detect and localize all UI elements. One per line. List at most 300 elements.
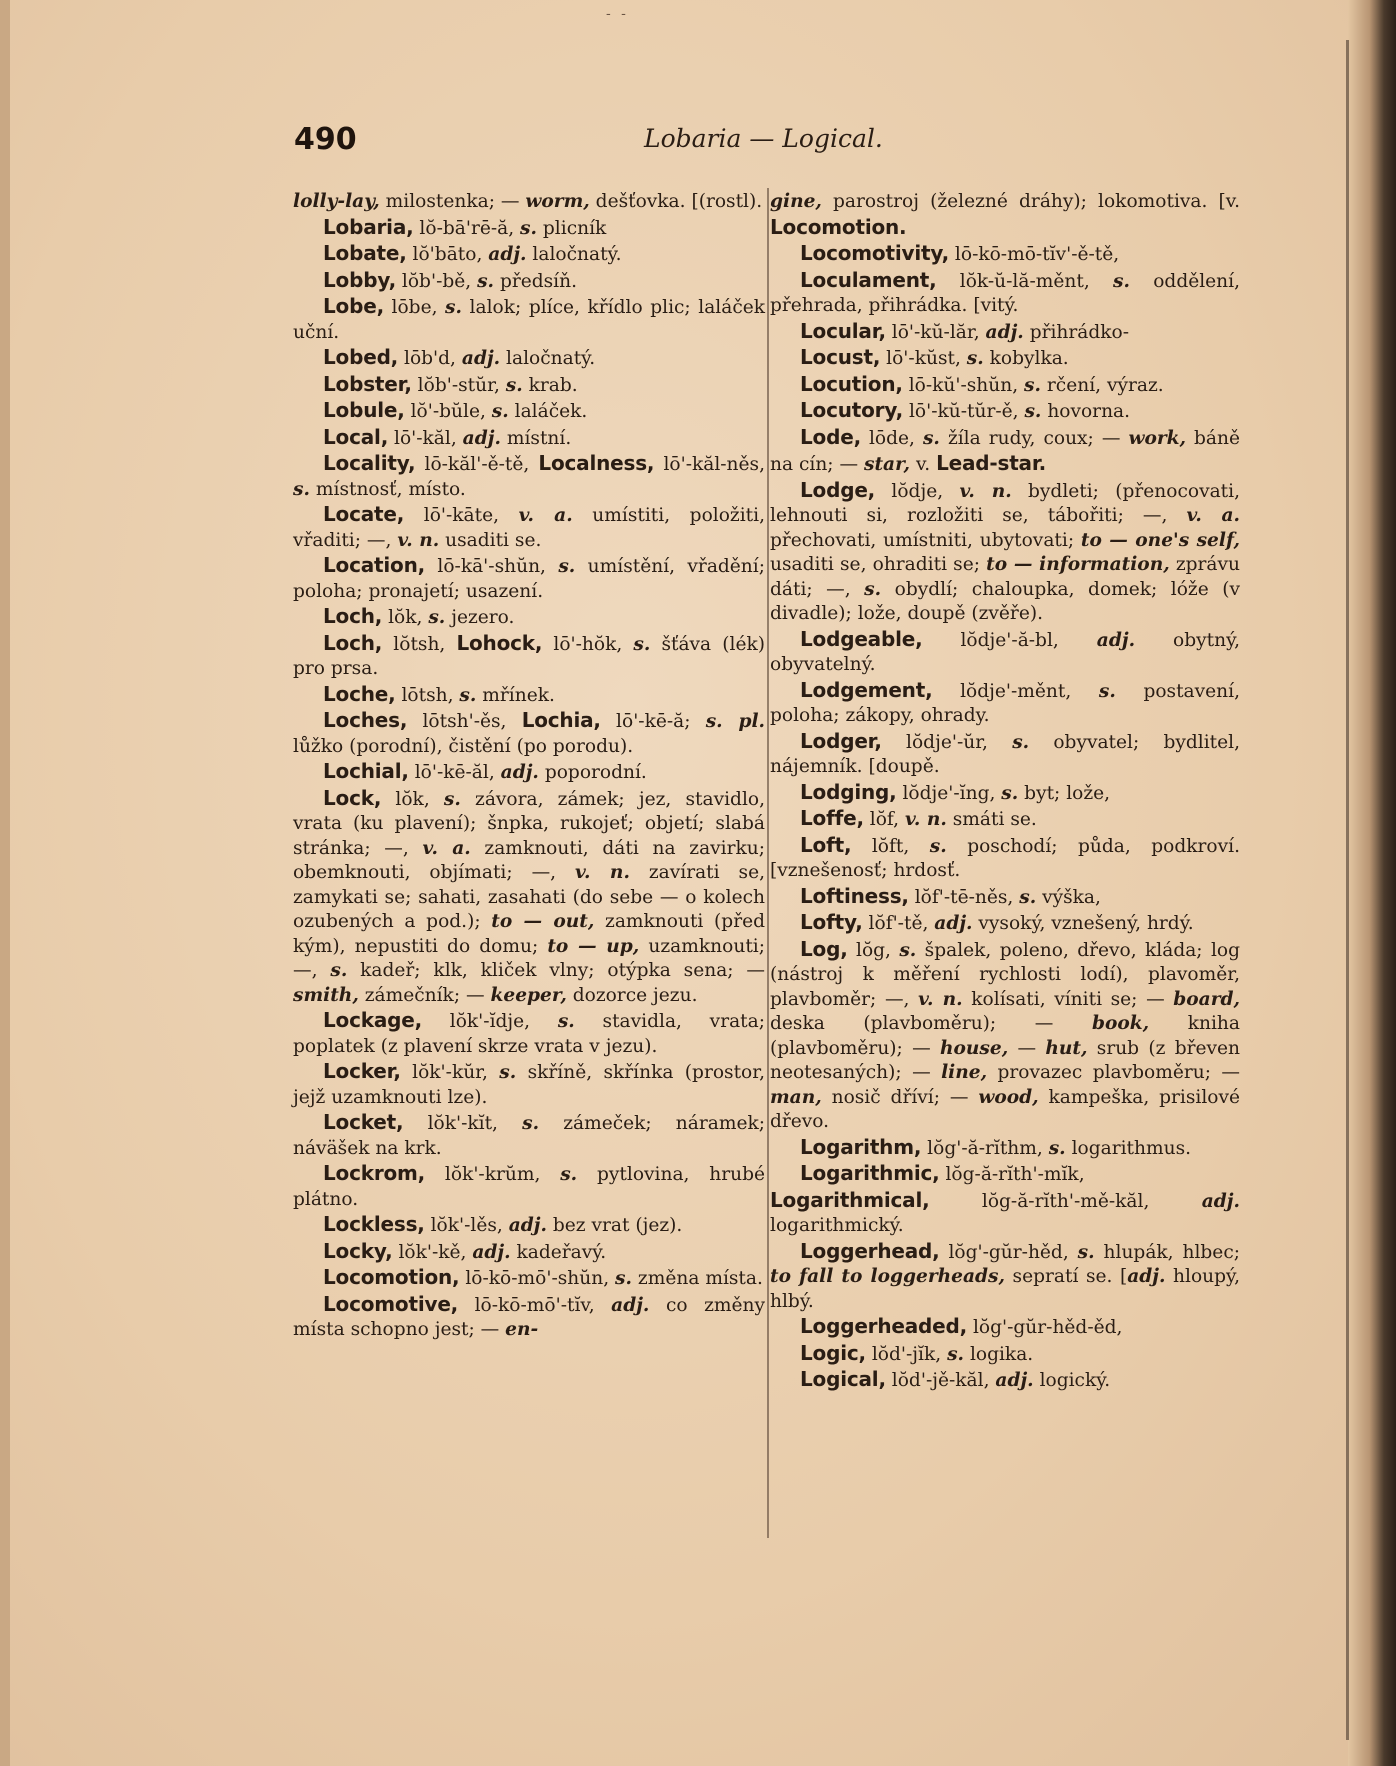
entry-grammar-label: s. <box>557 1011 575 1032</box>
entry-text: lŏk'-kě, <box>392 1241 473 1263</box>
left-column <box>293 190 765 1343</box>
entry-text: stavidla, vrata; poplatek (z plavení skrze vrata v jezu). <box>293 1011 765 1057</box>
entry-text: umístiti, položiti, vřaditi; —, <box>293 505 765 551</box>
entry-headword: Lodgeable, <box>800 626 923 651</box>
entry-text: lŏk'-ĭdje, <box>422 1011 558 1032</box>
entry-grammar-label: adj. <box>611 1294 650 1316</box>
entry-headword: Lodgement, <box>800 677 933 702</box>
entry-text: báně na cín; — <box>770 427 1240 475</box>
dictionary-entry <box>770 937 1240 1135</box>
entry-grammar-label: s. <box>560 1164 578 1185</box>
entry-text: lŏg'-gŭr-hěd, <box>939 1241 1078 1263</box>
entry-text: byt; lože, <box>1018 782 1111 804</box>
entry-text: lŏ-bā'rē-ă, <box>413 217 521 239</box>
dictionary-entry <box>770 478 1240 627</box>
binding-shadow <box>1348 0 1396 1766</box>
dictionary-entry <box>293 1239 765 1266</box>
entry-headword: Lodging, <box>800 779 897 804</box>
entry-grammar-label: s. <box>1113 270 1130 292</box>
entry-text: zamknouti (před kým), nepustiti do domu; <box>293 911 765 957</box>
entry-text: lŏdje'-měnt, <box>932 680 1099 702</box>
entry-grammar-label: to — information, <box>986 554 1170 575</box>
entry-text: plicník <box>536 217 607 239</box>
dictionary-entry <box>770 345 1240 372</box>
entry-text: zámeček; náramek; náväšek na krk. <box>293 1113 765 1159</box>
entry-headword: Lock, <box>323 785 382 810</box>
entry-headword: Locker, <box>323 1059 401 1083</box>
entry-grammar-label: s. <box>633 633 651 655</box>
entry-text: v. <box>910 454 937 475</box>
entry-headword: Lofty, <box>800 910 863 934</box>
entry-grammar-label: s. <box>459 684 477 706</box>
entry-text: lō-kō-mō-tĭv'-ě-tě, <box>949 244 1120 265</box>
entry-text: lŏk, <box>381 788 444 810</box>
dictionary-entry <box>293 345 765 372</box>
entry-text: lō'-kŭ-tŭr-ě, <box>903 401 1025 422</box>
entry-text: logický. <box>1033 1370 1111 1391</box>
dictionary-entry <box>770 319 1240 346</box>
entry-headword: Locate, <box>323 502 405 526</box>
dictionary-entry <box>293 1059 765 1110</box>
entry-text: změna místa. <box>632 1268 763 1289</box>
dictionary-entry <box>770 1188 1240 1239</box>
dictionary-entry <box>770 780 1240 807</box>
entry-grammar-label: to fall to loggerheads, <box>770 1266 1005 1287</box>
entry-headword: Loch, <box>323 630 383 655</box>
entry-text: bez vrat (jez). <box>546 1215 683 1236</box>
entry-grammar-label: v. n. <box>575 862 630 883</box>
entry-text: lŏk'-kŭr, <box>400 1062 500 1083</box>
entry-text: lŏf, <box>863 809 905 830</box>
entry-grammar-label: s. <box>1048 1137 1066 1159</box>
entry-grammar-label: v. a. <box>518 505 573 526</box>
entry-headword: Lochial, <box>323 759 409 783</box>
entry-text: kadeř; klk, kliček vlny; otýpka sena; — <box>347 960 765 981</box>
dictionary-entry <box>770 1135 1240 1162</box>
entry-grammar-label: s. <box>445 297 462 318</box>
entry-grammar-label: s. <box>1001 782 1019 804</box>
entry-headword: Locality, <box>323 451 416 475</box>
entry-grammar-label: star, <box>864 454 911 475</box>
entry-text: logarithmus. <box>1065 1137 1192 1159</box>
entry-headword: Lockage, <box>323 1008 423 1032</box>
entry-grammar-label: s. <box>330 960 348 981</box>
entry-text: kobylka. <box>983 348 1069 369</box>
entry-headword: Lohock, <box>456 630 543 655</box>
column-divider <box>767 188 769 1538</box>
entry-text: srub (z břeven neotesaných); — <box>770 1037 1240 1083</box>
entry-text: lŏf'-tě, <box>862 913 935 934</box>
entry-text: kadeřavý. <box>510 1241 607 1263</box>
entry-text: lŏk'-lěs, <box>424 1215 509 1236</box>
entry-text: usaditi se. <box>439 529 542 551</box>
entry-grammar-label: s. <box>428 607 446 628</box>
entry-text: lŏd'-jě-kăl, <box>885 1370 996 1391</box>
entry-grammar-label: s. <box>443 788 461 810</box>
entry-grammar-label: s. <box>947 1343 965 1365</box>
dictionary-entry <box>293 759 765 786</box>
entry-headword: Logical, <box>800 1367 886 1391</box>
entry-headword: Lobe, <box>323 294 384 318</box>
dictionary-entry <box>293 604 765 631</box>
entry-headword: Loftiness, <box>800 883 909 908</box>
entry-grammar-label: s. <box>558 556 576 577</box>
entry-grammar-label: v. n. <box>918 988 963 1010</box>
dictionary-entry <box>770 806 1240 833</box>
entry-grammar-label: board, <box>1173 988 1241 1010</box>
entry-grammar-label: adj. <box>472 1241 511 1263</box>
entry-text: hlupák, hlbec; <box>1094 1241 1240 1263</box>
entry-headword: Locution, <box>800 371 903 396</box>
entry-text: postavení, poloha; zákopy, ohrady. <box>770 680 1240 726</box>
entry-text: lŏg, <box>847 939 900 961</box>
entry-text: špalek, poleno, dřevo, kláda; log (nástroj k měření rychlosti lodí), plavoměr, plavboměr; —, <box>770 939 1240 1010</box>
entry-grammar-label: to — one's self, <box>1080 529 1241 551</box>
entry-text: hovorna. <box>1041 401 1131 422</box>
dictionary-entry <box>293 682 765 709</box>
dictionary-entry <box>293 786 765 1009</box>
entry-headword: Localness, <box>538 451 655 475</box>
entry-headword: Logarithmical, <box>770 1187 930 1212</box>
entry-text: kniha (plavboměru); — <box>770 1013 1240 1059</box>
entry-grammar-label: s. <box>1019 886 1037 908</box>
entry-text: lō'-kŭst, <box>880 348 967 369</box>
entry-headword: Lobby, <box>323 267 396 292</box>
entry-text: lŏg'-gŭr-hěd-ěd, <box>967 1317 1123 1338</box>
entry-grammar-label: gine, <box>770 191 822 212</box>
entry-grammar-label: s. <box>1024 401 1042 422</box>
entry-text: logika. <box>964 1343 1034 1365</box>
dictionary-entry <box>293 451 765 502</box>
entry-grammar-label: s. <box>499 1062 517 1083</box>
entry-grammar-label: s. <box>929 835 947 857</box>
entry-text: kampeška, prisilové dřevo. <box>770 1086 1240 1132</box>
entry-grammar-label: adj. <box>488 244 527 265</box>
entry-text: lŏk-ŭ-lă-měnt, <box>936 270 1113 292</box>
entry-text: uzamknouti; —, <box>293 935 765 981</box>
dictionary-entry <box>293 1212 765 1239</box>
entry-text: lŏft, <box>851 835 930 857</box>
right-column <box>770 190 1240 1394</box>
entry-text: deska (plavboměru); — <box>770 1013 1092 1034</box>
entry-headword: Lockrom, <box>323 1161 426 1185</box>
entry-headword: Lobule, <box>323 398 405 422</box>
entry-grammar-label: s. <box>477 270 495 292</box>
dictionary-entry <box>770 425 1240 478</box>
page-left-edge <box>0 0 10 1766</box>
entry-text: dozorce jezu. <box>566 984 698 1006</box>
dictionary-entry <box>770 678 1240 729</box>
entry-text: zavírati se, zamykati se; sahati, zasahati (do sebe — o kolech ozubených a pod.); <box>293 862 765 932</box>
entry-headword: Lobster, <box>323 371 412 396</box>
dictionary-entry <box>770 241 1240 268</box>
dictionary-entry <box>770 1161 1240 1188</box>
dictionary-entry <box>770 268 1240 319</box>
entry-text: umístění, vřadění; poloha; pronajetí; usazení. <box>293 556 765 602</box>
entry-text: oddělení, přehrada, přihrádka. [vitý. <box>770 270 1241 316</box>
entry-text: lŏk'-kĭt, <box>403 1113 523 1134</box>
entry-grammar-label: book, <box>1091 1013 1150 1034</box>
running-title: Lobaria — Logical. <box>644 124 883 153</box>
entry-text: lŏ'bāto, <box>406 244 489 265</box>
entry-grammar-label: v. n. <box>397 529 440 551</box>
entry-text: lōtsh, <box>395 684 460 706</box>
dictionary-entry <box>770 1314 1240 1341</box>
entry-grammar-label: adj. <box>985 321 1024 343</box>
dictionary-entry <box>770 372 1240 399</box>
entry-text: lŏf'-tē-něs, <box>908 886 1020 908</box>
entry-headword: Loches, <box>323 708 408 732</box>
entry-text: lŏdje'-ŭr, <box>881 731 1013 753</box>
entry-grammar-label: adj. <box>500 762 539 783</box>
entry-grammar-label: line, <box>941 1062 988 1083</box>
dictionary-entry <box>293 708 765 759</box>
entry-grammar-label: hut, <box>1045 1037 1088 1059</box>
entry-grammar-label: to — out, <box>491 911 595 932</box>
entry-headword: Location, <box>323 553 426 577</box>
entry-grammar-label: adj. <box>1127 1266 1166 1287</box>
entry-text: logarithmický. <box>770 1215 904 1236</box>
entry-headword: Locky, <box>323 1238 393 1263</box>
entry-text: lŏdje'-ĭng, <box>896 782 1002 804</box>
dictionary-entry <box>770 910 1240 937</box>
entry-headword: Locust, <box>800 345 881 369</box>
entry-text: provazec plavboměru; — <box>987 1062 1241 1083</box>
entry-text: hloupý, hlbý. <box>770 1266 1240 1312</box>
entry-text: dešťovka. [(rostl). <box>589 191 763 212</box>
entry-text: přihrádko- <box>1023 321 1130 343</box>
dictionary-entry <box>293 1008 765 1059</box>
entry-text: výška, <box>1036 886 1101 908</box>
entry-grammar-label: lolly-lay, <box>293 191 380 212</box>
entry-text: lŏd'-jĭk, <box>865 1343 948 1365</box>
entry-headword: Locutory, <box>800 398 904 422</box>
entry-grammar-label: en- <box>505 1319 539 1340</box>
dictionary-entry <box>293 425 765 452</box>
entry-text: nosič dříví; — <box>821 1086 979 1108</box>
entry-text: lŏtsh, <box>382 633 457 655</box>
dictionary-entry <box>770 1341 1240 1368</box>
entry-text: lŏg-ă-rĭth'-mĭk, <box>939 1164 1085 1185</box>
dictionary-entry <box>770 190 1240 241</box>
entry-text: krab. <box>522 374 578 396</box>
entry-text: laločnatý. <box>500 348 596 369</box>
entry-headword: Locomotive, <box>323 1291 459 1316</box>
entry-grammar-label: wood, <box>978 1086 1039 1108</box>
entry-grammar-label: v. a. <box>1186 505 1241 526</box>
entry-grammar-label: adj. <box>461 348 501 369</box>
entry-headword: Loche, <box>323 681 396 706</box>
entry-text: lō'-kē-ă; <box>600 711 706 732</box>
entry-text: lŏk, <box>382 607 429 628</box>
entry-grammar-label: s. <box>1024 374 1041 396</box>
dictionary-entry <box>293 1265 765 1292</box>
entry-text: lōbe, <box>383 297 446 318</box>
dictionary-entry <box>770 1239 1240 1315</box>
entry-text: pytlovina, hrubé plátno. <box>293 1164 766 1210</box>
entry-text: lŏ'-bŭle, <box>404 401 492 422</box>
dictionary-entry <box>770 884 1240 911</box>
entry-grammar-label: house, <box>939 1037 1009 1059</box>
entry-text: co změny místa schopno jest; — <box>293 1294 765 1340</box>
entry-text: lō'-kŭ-lăr, <box>885 321 986 343</box>
entry-text: lō-kăl'-ě-tě, <box>415 454 539 475</box>
entry-grammar-label: smith, <box>293 984 359 1006</box>
dictionary-entry <box>293 268 765 295</box>
top-mark: - - <box>606 6 629 22</box>
entry-text: usaditi se, ohraditi se; <box>770 554 987 575</box>
dictionary-entry <box>770 1367 1240 1394</box>
entry-text: poschodí; půda, podkroví. [vznešenosť; hrdosť. <box>770 835 1240 881</box>
entry-grammar-label: s. <box>505 374 523 396</box>
entry-grammar-label: s. <box>899 939 917 961</box>
dictionary-entry <box>293 294 765 345</box>
entry-text: lōde, <box>860 427 923 449</box>
entry-text: rčení, výraz. <box>1041 374 1164 396</box>
entry-text: lō-kŭ'-shŭn, <box>902 374 1025 396</box>
entry-headword: Locomotivity, <box>800 241 950 265</box>
entry-text: lŏb'-bě, <box>396 270 478 292</box>
entry-text: přechovati, umístniti, ubytovati; <box>770 529 1081 551</box>
entry-grammar-label: v. a. <box>422 837 471 859</box>
entry-text: lō'-kē-ăl, <box>408 762 501 783</box>
entry-text: — <box>1008 1037 1046 1059</box>
entry-grammar-label: s. <box>491 401 509 422</box>
entry-text: lō'-hŏk, <box>542 633 634 655</box>
entry-text: závora, zámek; jez, stavidlo, vrata (ku plavení); šnpka, rukojeť; objetí; slabá stránka; —, <box>293 788 766 859</box>
entry-text: obydlí; chaloupka, domek; lóže (v divadle); lože, doupě (zvěře). <box>770 578 1240 624</box>
entry-text: místní. <box>500 427 572 449</box>
entry-text: lō'-kăl, <box>388 427 463 449</box>
entry-text: lōtsh'-ěs, <box>407 711 522 732</box>
entry-grammar-label: s. <box>1012 731 1030 753</box>
entry-grammar-label: s. <box>922 427 940 449</box>
entry-text: lō-kō-mō'-shŭn, <box>459 1268 616 1289</box>
entry-text: skříně, skřínka (prostor, jejž uzamknouti lze). <box>293 1062 765 1108</box>
entry-text: lōb'd, <box>398 348 462 369</box>
entry-text: lŏk'-krŭm, <box>425 1164 561 1185</box>
entry-grammar-label: worm, <box>525 191 590 212</box>
dictionary-entry <box>293 1292 765 1343</box>
page-number: 490 <box>294 122 357 157</box>
entry-headword: Local, <box>323 424 389 449</box>
entry-headword: Lobed, <box>323 345 399 369</box>
entry-text: lalok; plíce, křídlo plic; laláček uční. <box>293 297 765 343</box>
entry-grammar-label: v. n. <box>904 809 947 830</box>
entry-text: jezero. <box>445 607 515 628</box>
entry-grammar-label: work, <box>1128 427 1186 449</box>
entry-headword: Lead-star. <box>936 451 1047 475</box>
entry-text: zámečník; — <box>358 984 491 1006</box>
entry-text: lŏb'-stŭr, <box>411 374 506 396</box>
entry-grammar-label: v. n. <box>959 480 1012 502</box>
entry-headword: Lockless, <box>323 1212 425 1236</box>
entry-text: lŏdje'-ă-bl, <box>922 629 1097 651</box>
entry-grammar-label: s. <box>615 1268 632 1289</box>
entry-grammar-label: adj. <box>934 913 973 934</box>
entry-text: obytný, obyvatelný. <box>770 629 1241 675</box>
dictionary-entry <box>293 553 765 604</box>
entry-headword: Locular, <box>800 318 886 343</box>
entry-text: lō'-kăl-něs, <box>654 454 765 475</box>
entry-grammar-label: s. <box>1077 1241 1095 1263</box>
entry-text: lō-kā'-shŭn, <box>425 556 559 577</box>
entry-text: šťáva (lék) pro prsa. <box>293 633 765 679</box>
entry-text: lŏg-ă-rĭth'-mě-kăl, <box>929 1190 1202 1212</box>
entry-text: lůžko (porodní), čistění (po porodu). <box>293 735 634 757</box>
entry-text: smáti se. <box>946 809 1037 830</box>
entry-text: lō'-kāte, <box>404 505 519 526</box>
entry-text: zamknouti, dáti na zavirku; obemknouti, objímati; —, <box>293 837 766 883</box>
entry-grammar-label: s. <box>522 1113 540 1134</box>
entry-headword: Locket, <box>323 1110 404 1134</box>
entry-text: kolísati, víniti se; — <box>962 988 1174 1010</box>
dictionary-entry <box>293 398 765 425</box>
entry-headword: Loft, <box>800 832 852 857</box>
entry-text: předsíň. <box>494 270 578 292</box>
entry-text: obyvatel; bydlitel, nájemník. [doupě. <box>770 731 1240 777</box>
dictionary-entry <box>293 372 765 399</box>
entry-grammar-label: adj. <box>1201 1190 1240 1212</box>
entry-grammar-label: to — up, <box>547 935 640 957</box>
entry-grammar-label: keeper, <box>490 984 567 1006</box>
entry-headword: Logarithm, <box>800 1134 922 1159</box>
entry-text: lŏdje, <box>875 480 960 502</box>
dictionary-entry <box>293 190 765 215</box>
gutter-line <box>1346 40 1349 1740</box>
dictionary-entry <box>293 1161 765 1212</box>
entry-headword: Lochia, <box>521 708 601 732</box>
entry-grammar-label: man, <box>770 1086 822 1108</box>
entry-grammar-label: s. <box>293 478 310 500</box>
entry-headword: Locomotion, <box>323 1265 460 1289</box>
entry-grammar-label: s. <box>1098 680 1116 702</box>
dictionary-entry <box>293 215 765 242</box>
entry-grammar-label: adj. <box>462 427 501 449</box>
entry-text: laločnatý. <box>526 244 622 265</box>
entry-text: lŏg'-ă-rĭthm, <box>921 1137 1049 1159</box>
entry-grammar-label: adj. <box>508 1215 547 1236</box>
entry-headword: Loggerheaded, <box>800 1314 968 1338</box>
entry-grammar-label: s. <box>520 217 537 239</box>
entry-grammar-label: adj. <box>995 1370 1034 1391</box>
entry-headword: Locomotion. <box>770 214 907 239</box>
entry-text: parostroj (železné dráhy); lokomotiva. [v. <box>821 191 1240 212</box>
entry-grammar-label: s. pl. <box>705 711 765 732</box>
entry-headword: Lodge, <box>800 477 876 502</box>
entry-grammar-label: s. <box>864 578 882 600</box>
entry-grammar-label: adj. <box>1096 629 1136 651</box>
entry-grammar-label: s. <box>966 348 984 369</box>
entry-text: mřínek. <box>476 684 555 706</box>
entry-text: lō-kō-mō'-tĭv, <box>458 1294 612 1316</box>
dictionary-entry <box>770 398 1240 425</box>
page-header <box>294 122 894 162</box>
dictionary-entry <box>770 729 1240 780</box>
entry-headword: Lobaria, <box>323 214 414 239</box>
entry-text: místnosť, místo. <box>309 478 466 500</box>
entry-text: bydleti; (přenocovati, lehnouti si, rozložiti se, tábořiti; —, <box>770 480 1240 526</box>
entry-text: milostenka; — <box>379 191 526 212</box>
entry-headword: Logarithmic, <box>800 1161 940 1185</box>
dictionary-entry <box>293 241 765 268</box>
entry-headword: Lobate, <box>323 241 407 265</box>
entry-headword: Loculament, <box>800 267 937 292</box>
dictionary-entry <box>293 502 765 553</box>
entry-headword: Log, <box>800 936 848 961</box>
dictionary-entry <box>293 1110 765 1161</box>
dictionary-entry <box>770 627 1240 678</box>
